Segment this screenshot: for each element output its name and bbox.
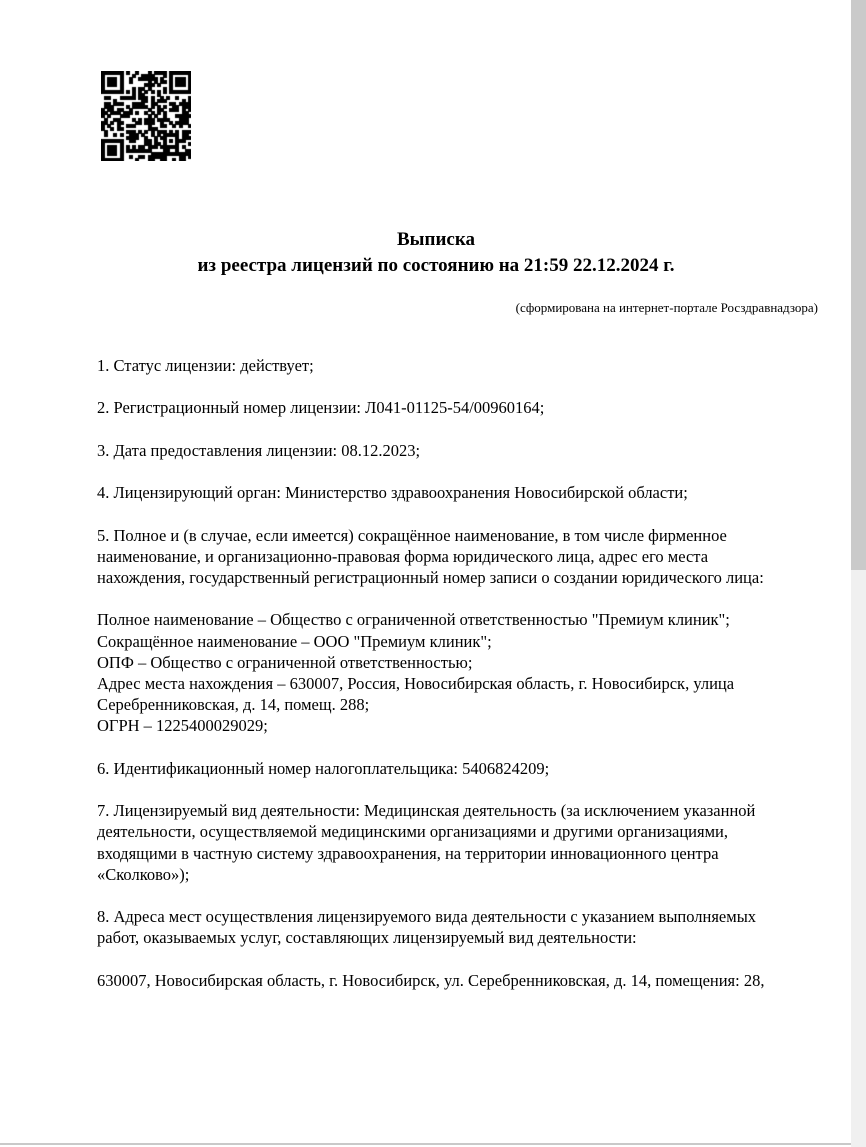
- taxpayer-number: 6. Идентификационный номер налогоплательщика: 5406824209;: [97, 758, 550, 778]
- licensing-authority: 4. Лицензирующий орган: Министерство здравоохранения Новосибирской области;: [97, 483, 688, 503]
- grant-date: 3. Дата предоставления лицензии: 08.12.2023;: [97, 440, 421, 460]
- title-line-2: из реестра лицензий по состоянию на 21:59 22.12.2024 г.: [197, 254, 675, 276]
- page-bottom-edge: [0, 1143, 851, 1145]
- activity-addresses-intro: 8. Адреса мест осуществления лицензируемого вида деятельности с указанием выполняемых работ, оказываемых услуг, составляющих лицензируемый вид деятельности:: [97, 907, 757, 948]
- document-body: [97, 355, 813, 1012]
- qr-code: [101, 71, 191, 161]
- activity-address: 630007, Новосибирская область, г. Новосибирск, ул. Серебренниковская, д. 14, помещения: 28,: [97, 970, 765, 990]
- title-line-1: Выписка: [397, 229, 475, 250]
- document-subtitle: (сформирована на интернет-портале Росздравнадзора): [515, 300, 818, 315]
- vertical-scrollbar[interactable]: [851, 0, 866, 1147]
- entity-details: Полное наименование – Общество с ограниченной ответственностью "Премиум клиник"; Сокращённое наименование – ООО "Премиум клиник"; ОПФ – Общество с ограниченной ответственностью; Адрес места нахождения – 630007, Россия, Новосибирская область, г. Новосибирск, улица Серебренниковская, д. 14, помещ. 288; ОГРН – 1225400029029;: [97, 610, 735, 736]
- scrollbar-thumb[interactable]: [851, 0, 866, 570]
- registration-number: 2. Регистрационный номер лицензии: Л041-01125-54/00960164;: [97, 398, 545, 418]
- document-title: [90, 227, 782, 278]
- licensed-activity: 7. Лицензируемый вид деятельности: Медицинская деятельность (за исключением указанной деятельности, осуществляемой медицинскими организациями и другими организациями, входящими в частную систему здравоохранения, на территории инновационного центра «Сколково»);: [97, 801, 756, 884]
- license-status: 1. Статус лицензии: действует;: [97, 356, 314, 375]
- entity-name-intro: 5. Полное и (в случае, если имеется) сокращённое наименование, в том числе фирменное наименование, и организационно-правовая форма юридического лица, адрес его места нахождения, государственный регистрационный номер записи о создании юридического лица:: [97, 525, 764, 587]
